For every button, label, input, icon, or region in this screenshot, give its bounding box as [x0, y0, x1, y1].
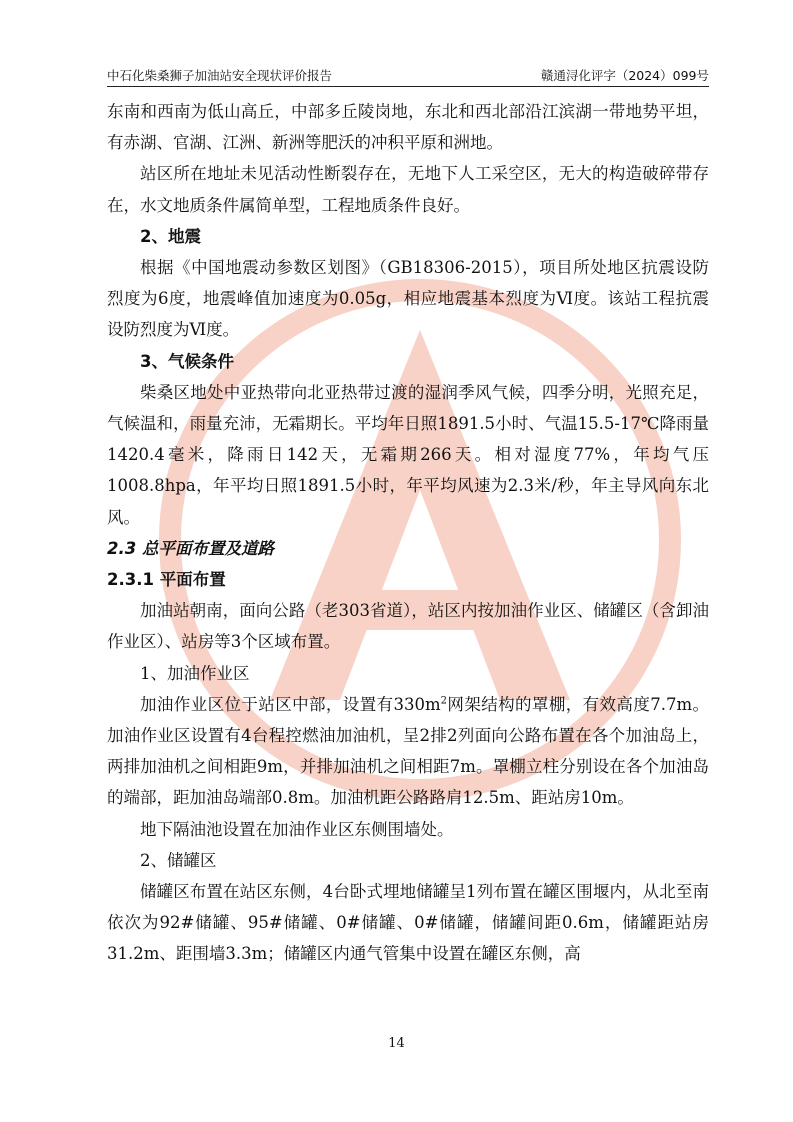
- paragraph: 储罐区布置在站区东侧，4台卧式埋地储罐呈1列布置在罐区围堰内，从北至南依次为92#储罐、95#储罐、0#储罐、0#储罐，储罐间距0.6m，储罐距站房31.2m、距围墙3.3m；储罐区内通气管集中设置在罐区东侧，高: [107, 882, 709, 964]
- page-body: [107, 96, 709, 970]
- page-header: [107, 62, 709, 87]
- section-heading: 2.3 总平面布置及道路: [107, 538, 274, 558]
- page-number: 14: [388, 1036, 405, 1051]
- heading-earthquake: 2、地震: [140, 226, 201, 246]
- paragraph: 站区所在地址未见活动性断裂存在，无地下人工采空区，无大的构造破碎带存在，水文地质条件属简单型，工程地质条件良好。: [107, 164, 709, 215]
- paragraph: 地下隔油池设置在加油作业区东侧围墙处。: [140, 819, 454, 839]
- text-run: 网架结构的罩棚，有效高度7.7m。加油作业区设置有4台程控燃油加油机，呈2排2列面向公路布置在各个加油岛上，两排加油机之间相距9m，并排加油机之间相距7m。罩棚立柱分别设在各个加油岛的端部，距加油岛端部0.8m。加油机距公路路肩12.5m、距站房10m。: [107, 694, 709, 808]
- heading-tank-area: 2、储罐区: [140, 850, 217, 870]
- report-title: 中石化柴桑狮子加油站安全现状评价报告: [107, 68, 333, 83]
- report-number: 赣通浔化评字（2024）099号: [540, 68, 709, 83]
- paragraph: 东南和西南为低山高丘，中部多丘陵岗地，东北和西北部沿江滨湖一带地势平坦，有赤湖、官湖、江洲、新洲等肥沃的冲积平原和洲地。: [107, 102, 709, 153]
- heading-fuel-area: 1、加油作业区: [140, 663, 250, 683]
- subsection-heading: 2.3.1 平面布置: [107, 570, 226, 590]
- superscript: 2: [440, 695, 448, 707]
- paragraph: 加油站朝南，面向公路（老303省道），站区内按加油作业区、储罐区（含卸油作业区）、站房等3个区域布置。: [107, 601, 709, 652]
- paragraph: [107, 689, 709, 814]
- paragraph: 根据《中国地震动参数区划图》（GB18306-2015），项目所处地区抗震设防烈度为6度，地震峰值加速度为0.05g，相应地震基本烈度为Ⅵ度。该站工程抗震设防烈度为Ⅵ度。: [107, 258, 709, 340]
- heading-climate: 3、气候条件: [140, 351, 234, 371]
- text-run: 加油作业区位于站区中部，设置有330m: [140, 694, 441, 714]
- paragraph: 柴桑区地处中亚热带向北亚热带过渡的湿润季风气候，四季分明，光照充足，气候温和，雨量充沛，无霜期长。平均年日照1891.5小时、气温15.5-17℃降雨量1420.4毫米，降雨日142天，无霜期266天。相对湿度77%，年均气压1008.8hpa，年平均日照1891.5小时，年平均风速为2.3米/秒，年主导风向东北风。: [107, 382, 709, 527]
